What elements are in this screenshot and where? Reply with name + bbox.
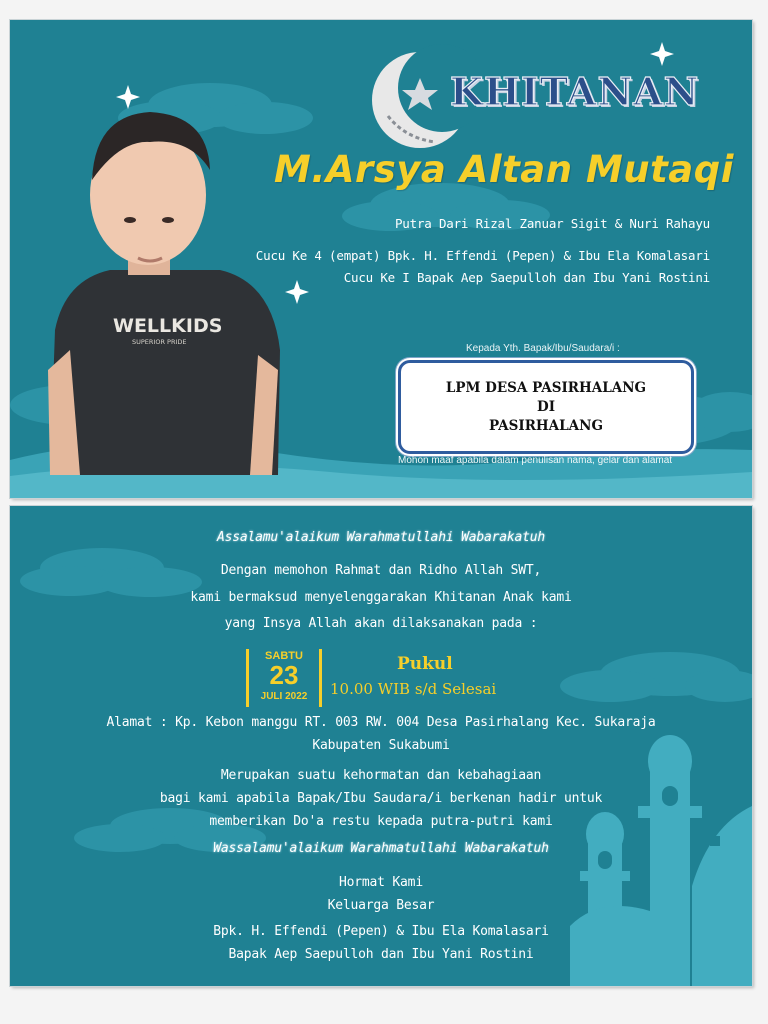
intro-line: Dengan memohon Rahmat dan Ridho Allah SWT, [220,563,542,578]
honor-line: memberikan Do'a restu kepada putra-putri kami [209,814,553,829]
parents-line: Putra Dari Rizal Zanuar Sigit & Nuri Rahayu [394,216,710,231]
child-name: M.Arsya Altan Mutaqi [274,148,734,191]
honor-line: Merupakan suatu kehormatan dan kebahagiaan [220,768,542,783]
recipient-label: Kepada Yth. Bapak/Ibu/Saudara/i : [466,343,620,354]
intro-line: yang Insya Allah akan dilaksanakan pada : [224,616,538,631]
shirt-tagline: SUPERIOR PRIDE [132,338,187,346]
cloud-icon [560,652,752,702]
greeting-closing: Wassalamu'alaikum Warahmatullahi Wabarakatuh [213,841,549,856]
date-day: SABTU [265,650,303,662]
invitation-front-card [10,20,752,498]
shirt-brand: WELLKIDS [113,315,223,337]
event-date [246,649,322,709]
grandchild-line-2: Cucu Ke I Bapak Aep Saepulloh dan Ibu Yani Rostini [343,270,710,285]
date-number: 23 [269,660,299,690]
recipient-line: LPM DESA PASIRHALANG [445,379,647,396]
child-photo [48,112,280,475]
closing-line: Hormat Kami [339,875,423,890]
time-label: Pukul [397,654,453,674]
closing-line: Keluarga Besar [327,898,435,913]
closing-line: Bpk. H. Effendi (Pepen) & Ibu Ela Komalasari [213,924,549,939]
grandchild-line-1: Cucu Ke 4 (empat) Bpk. H. Effendi (Pepen) & Ibu Ela Komalasari [255,248,710,263]
invitation-title: KHITANAN [450,69,700,114]
closing-line: Bapak Aep Saepulloh dan Ibu Yani Rostini [228,947,534,962]
invitation-back-card [10,506,752,986]
honor-line: bagi kami apabila Bapak/Ibu Saudara/i berkenan hadir untuk [159,791,603,806]
address-line: Kabupaten Sukabumi [312,738,450,753]
intro-line: kami bermaksud menyelenggarakan Khitanan Anak kami [190,590,572,605]
recipient-line: PASIRHALANG [489,417,603,434]
date-month-year: JULI 2022 [260,691,308,702]
apology-note: Mohon maaf apabila dalam penulisan nama, gelar dan alamat [398,455,673,466]
recipient-address-box [398,360,694,454]
time-value: 10.00 WIB s/d Selesai [330,680,497,698]
recipient-line: DI [536,398,556,415]
address-line: Alamat : Kp. Kebon manggu RT. 003 RW. 004 Desa Pasirhalang Kec. Sukaraja [106,715,656,730]
greeting-opening: Assalamu'alaikum Warahmatullahi Wabarakatuh [217,530,545,545]
